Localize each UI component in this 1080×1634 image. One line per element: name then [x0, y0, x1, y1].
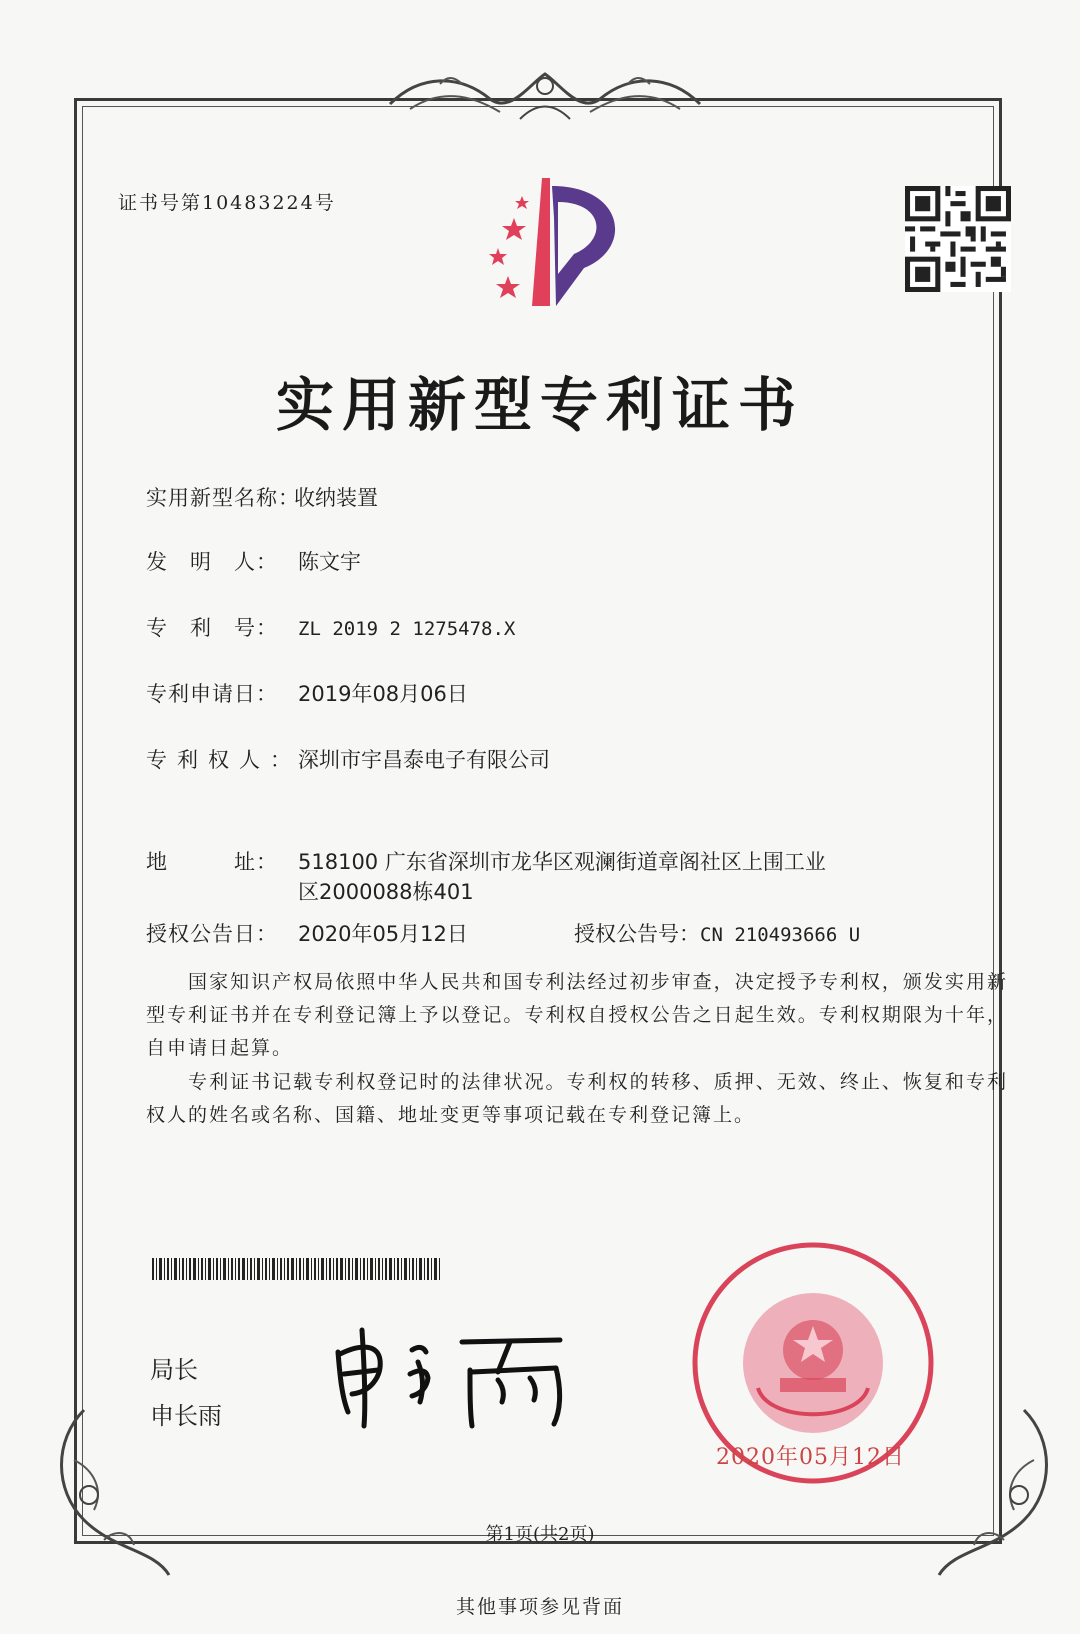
field-value: 2020年05月12日: [298, 922, 468, 946]
qr-code: [902, 186, 1014, 292]
top-ornament: [380, 64, 710, 124]
field-address-line2: 区2000088栋401: [298, 880, 474, 904]
field-label: 专利申请日：: [146, 682, 278, 706]
field-label: 授权公告日：: [146, 922, 278, 946]
field-label: 实用新型名称：: [146, 486, 300, 510]
paragraph-legal-status: 专利证书记载专利权登记时的法律状况。专利权的转移、质押、无效、终止、恢复和专利权人的姓名或名称、国籍、地址变更等事项记载在专利登记簿上。: [146, 1071, 1008, 1126]
field-grant-number: [574, 918, 860, 948]
field-label: 地 址：: [146, 850, 278, 874]
cnipa-logo: [484, 178, 654, 318]
field-value: 2019年08月06日: [298, 682, 468, 706]
field-value: CN 210493666 U: [700, 924, 861, 946]
field-value: 518100 广东省深圳市龙华区观澜街道章阁社区上围工业: [298, 850, 826, 874]
field-patentee: [146, 744, 550, 774]
director-signature: [330, 1322, 590, 1432]
field-value: 收纳装置: [294, 486, 378, 510]
field-filing-date: [146, 678, 468, 708]
field-label: 授权公告号：: [574, 922, 700, 946]
field-patent-number: [146, 612, 515, 642]
back-note: 其他事项参见背面: [455, 1596, 624, 1618]
bottom-right-ornament: [934, 1400, 1064, 1580]
field-address: [146, 846, 826, 876]
certificate-number: 证书号第10483224号: [118, 192, 336, 214]
certificate-title: 实用新型专利证书: [275, 371, 804, 439]
field-grant-date: [146, 918, 468, 948]
field-label: 专 利 号：: [146, 616, 278, 640]
field-label: 发 明 人：: [146, 550, 278, 574]
field-value: 深圳市宇昌泰电子有限公司: [298, 748, 550, 772]
field-value: ZL 2019 2 1275478.X: [298, 618, 516, 640]
field-label: 专利权人：: [146, 748, 301, 772]
barcode: [152, 1258, 440, 1280]
director-name: 申长雨: [150, 1402, 222, 1430]
field-inventor: [146, 546, 361, 576]
paragraph-grant-statement: 国家知识产权局依照中华人民共和国专利法经过初步审查，决定授予专利权，颁发实用新型专利证书并在专利登记簿上予以登记。专利权自授权公告之日起生效。专利权期限为十年，自申请日起算。: [146, 971, 1008, 1059]
director-title: 局长: [150, 1356, 198, 1384]
seal-date: 2020年05月12日: [716, 1445, 905, 1470]
field-utility-model-name: [146, 482, 378, 512]
page-number: 第1页(共2页): [485, 1524, 595, 1545]
field-value: 陈文宇: [298, 550, 361, 574]
